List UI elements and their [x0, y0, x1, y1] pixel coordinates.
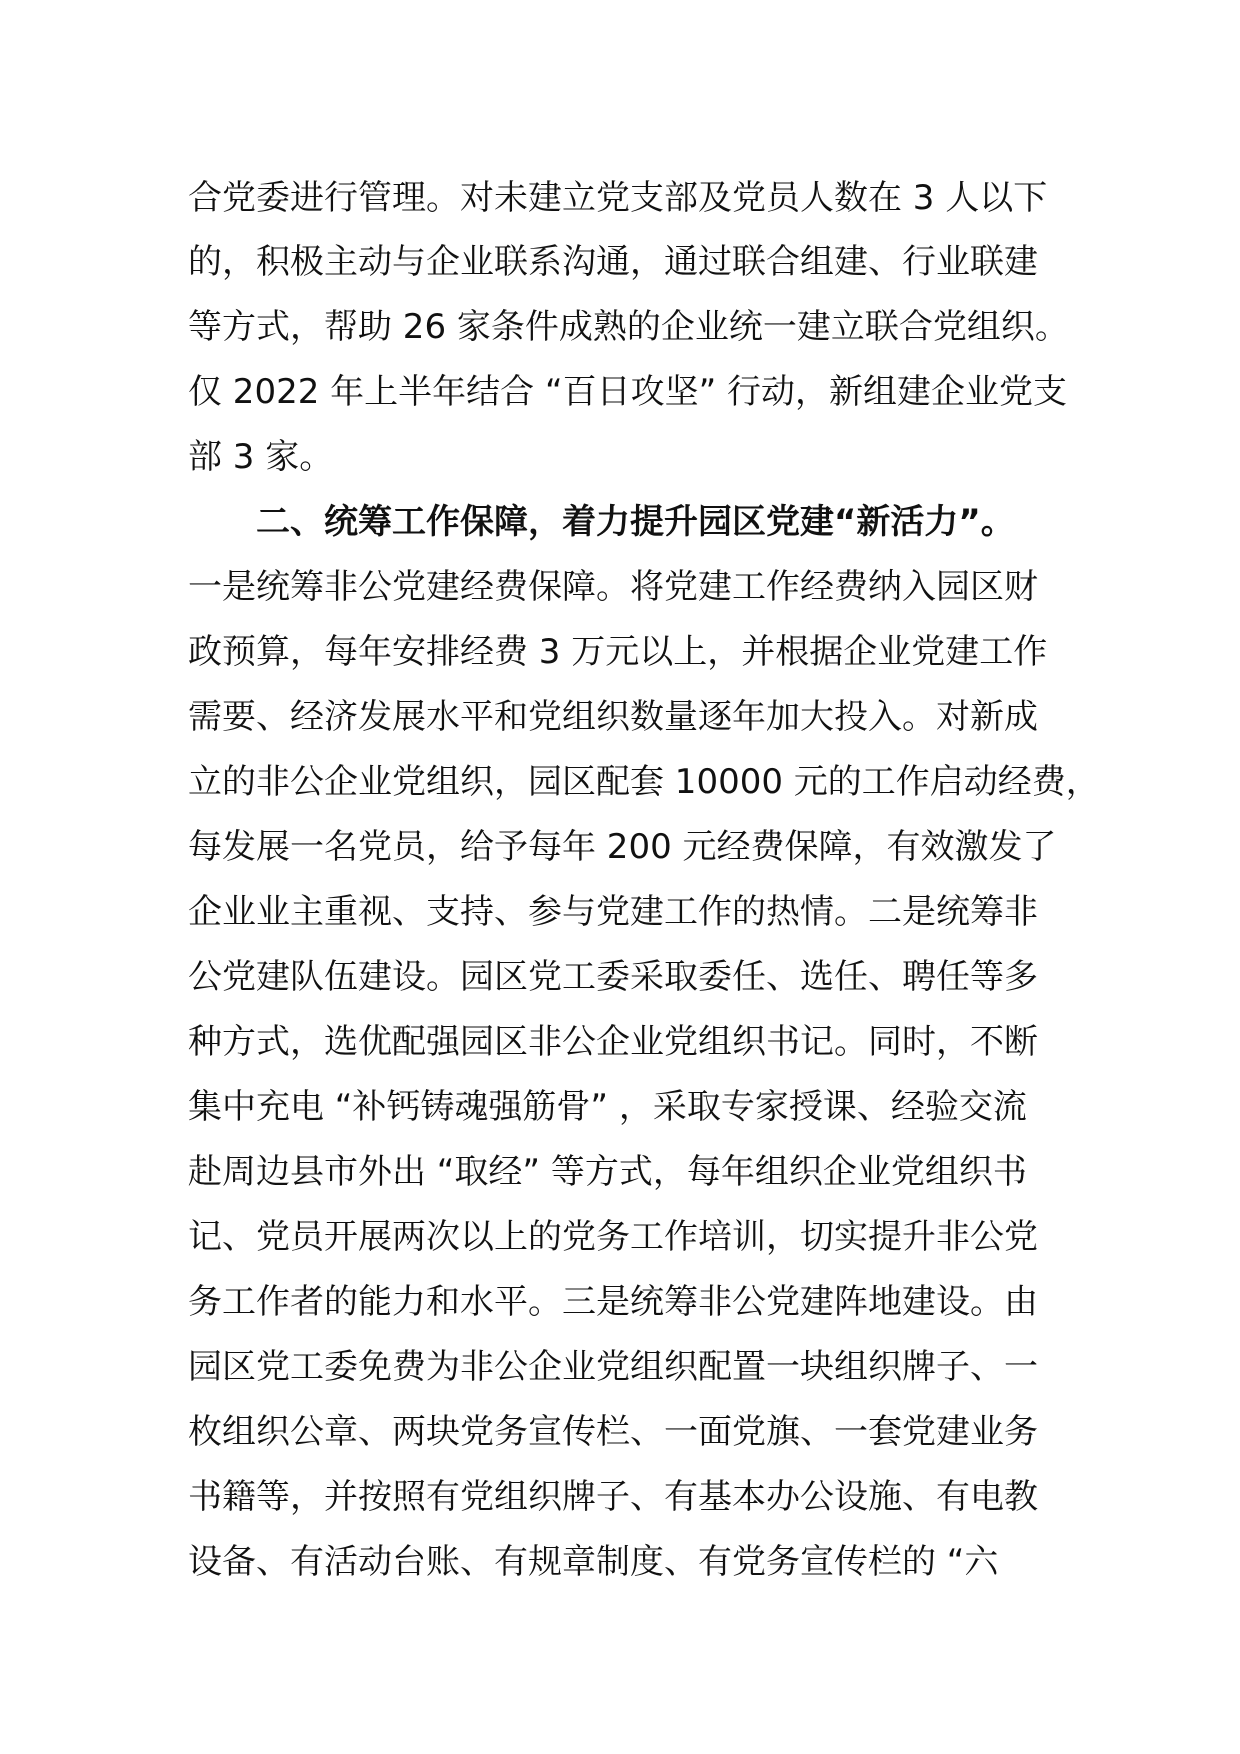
- body-text-line: 仅 2022 年上半年结合 “百日攻坚” 行动，新组建企业党支: [188, 372, 1067, 412]
- body-text-line: 的，积极主动与企业联系沟通，通过联合组建、行业联建: [188, 242, 1038, 282]
- body-text-line: 立的非公企业党组织，园区配套 10000 元的工作启动经费，: [188, 762, 1100, 802]
- body-text-line: 书籍等，并按照有党组织牌子、有基本办公设施、有电教: [188, 1477, 1038, 1517]
- body-text-line: 赴周边县市外出 “取经” 等方式，每年组织企业党组织书: [188, 1152, 1027, 1192]
- body-text-line: 每发展一名党员，给予每年 200 元经费保障，有效激发了: [188, 827, 1057, 867]
- body-text-line: 政预算，每年安排经费 3 万元以上，并根据企业党建工作: [188, 632, 1048, 672]
- body-text-line: 一是统筹非公党建经费保障。将党建工作经费纳入园区财: [188, 567, 1038, 607]
- body-text-line: 企业业主重视、支持、参与党建工作的热情。二是统筹非: [188, 892, 1038, 932]
- body-text-line: 枚组织公章、两块党务宣传栏、一面党旗、一套党建业务: [188, 1412, 1038, 1452]
- body-text-line: 园区党工委免费为非公企业党组织配置一块组织牌子、一: [188, 1347, 1038, 1387]
- body-text-line: 种方式，选优配强园区非公企业党组织书记。同时，不断: [188, 1022, 1038, 1062]
- body-text-line: 需要、经济发展水平和党组织数量逐年加大投入。对新成: [188, 697, 1038, 737]
- body-text-line: 部 3 家。: [188, 437, 334, 477]
- body-text-line: 集中充电 “补钙铸魂强筋骨” ，采取专家授课、经验交流: [188, 1087, 1027, 1127]
- body-text-line: 务工作者的能力和水平。三是统筹非公党建阵地建设。由: [188, 1282, 1038, 1322]
- body-text-line: 记、党员开展两次以上的党务工作培训，切实提升非公党: [188, 1217, 1038, 1257]
- body-text-line: 合党委进行管理。对未建立党支部及党员人数在 3 人以下: [188, 178, 1048, 218]
- body-text-line: 等方式，帮助 26 家条件成熟的企业统一建立联合党组织。: [188, 307, 1069, 347]
- body-text-line: 公党建队伍建设。园区党工委采取委任、选任、聘任等多: [188, 957, 1038, 997]
- body-text-line: 设备、有活动台账、有规章制度、有党务宣传栏的 “六: [188, 1542, 999, 1582]
- section-heading: 二、统筹工作保障，着力提升园区党建“新活力”。: [256, 502, 1015, 542]
